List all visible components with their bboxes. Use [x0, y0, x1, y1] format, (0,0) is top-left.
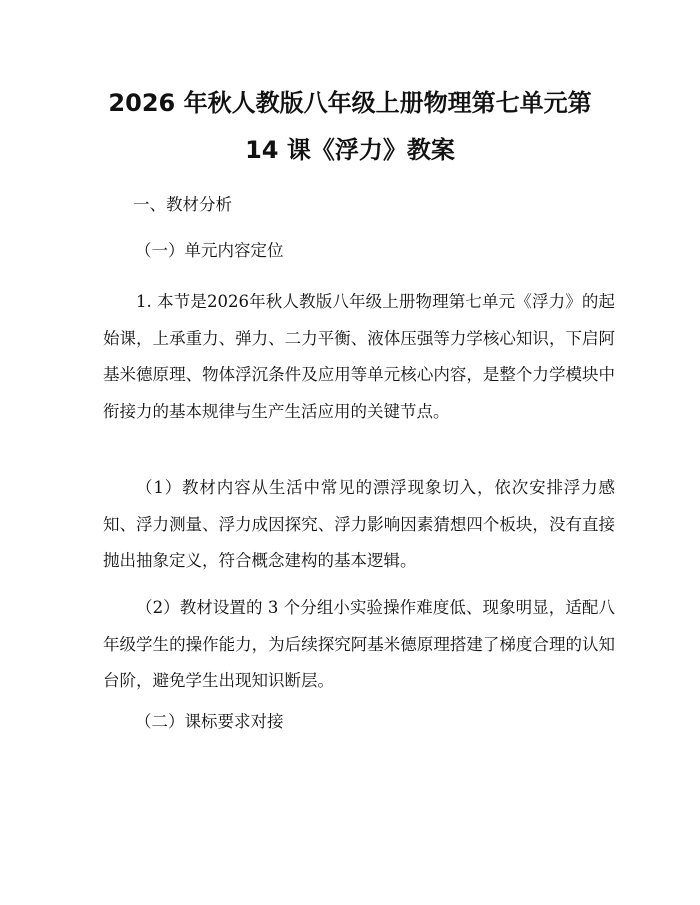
subsection-heading-unit-positioning: （一）单元内容定位: [135, 241, 284, 260]
document-title-line-1: 2026 年秋人教版八年级上册物理第七单元第: [108, 89, 592, 117]
paragraph-group-experiments: （2）教材设置的 3 个分组小实验操作难度低、现象明显，适配八年级学生的操作能力，为后续探究阿基米德原理搭建了梯度合理的认知台阶，避免学生出现知识断层。: [103, 598, 615, 690]
paragraph-lesson-position: 1. 本节是2026年秋人教版八年级上册物理第七单元《浮力》的起始课，上承重力、弹力、二力平衡、液体压强等力学核心知识，下启阿基米德原理、物体浮沉条件及应用等单元核心内容，是整个力学模块中衔接力的基本规律与生产生活应用的关键节点。: [103, 292, 615, 421]
subsection-heading-curriculum-standards: （二）课标要求对接: [135, 712, 284, 731]
section-heading-textbook-analysis: 一、教材分析: [133, 195, 232, 214]
paragraph-textbook-content: （1）教材内容从生活中常见的漂浮现象切入，依次安排浮力感知、浮力测量、浮力成因探究、浮力影响因素猜想四个板块，没有直接抛出抽象定义，符合概念建构的基本逻辑。: [103, 478, 615, 570]
document-title-line-2: 14 课《浮力》教案: [245, 136, 455, 164]
